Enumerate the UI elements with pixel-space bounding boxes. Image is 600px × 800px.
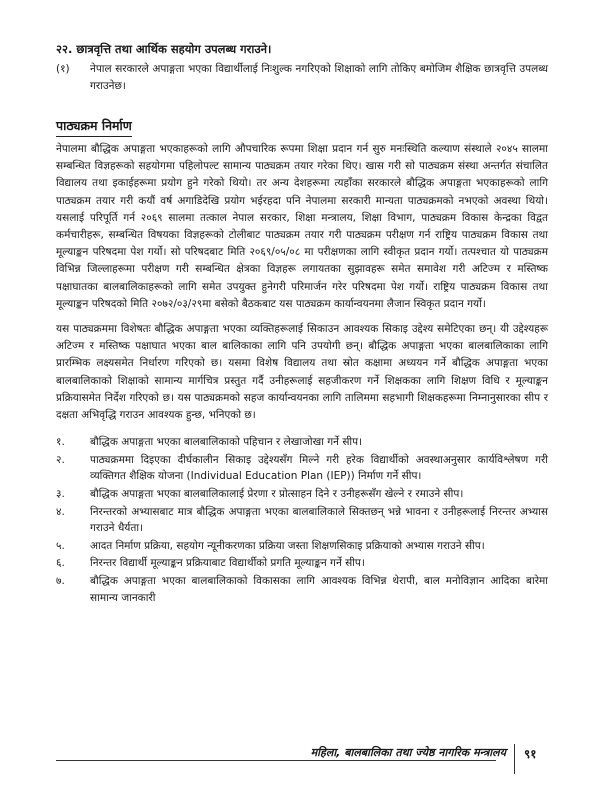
list-item-number: ६. [56,557,65,570]
list-item-number: १. [56,436,65,449]
footer-ministry-name: महिला, बालबालिका तथा ज्येष्ठ नागरिक मन्त्रालय [310,746,506,759]
paragraph-curriculum-history: नेपालमा बौद्धिक अपाङ्गता भएकाहरूको लागि औपचारिक रूपमा शिक्षा प्रदान गर्न सुरु मनःस्थिति कल्याण संस्थाले २०४५ सालमा सम्बन्धित विज्ञहरूको सहयोगमा पहिलोपल्ट सामान्य पाठ्यक्रम तयार गरेका थिए। खास गरी सो पाठ्यक्रम संस्था अन्तर्गत संचालित विद्यालय तथा इकाईहरूमा प्रयोग हुने गरेको थियो। तर अन्य देशहरूमा त्यहाँका सरकारले बौद्धिक अपाङ्गता भएकाहरूको लागि पाठ्यक्रम तयार गरी कयौं वर्ष अगाडिदेखि प्रयोग भईरहदा पनि नेपालमा सरकारी मान्यता पाठ्यक्रमको नभएको अवस्था थियो। यसलाई परिपूर्ति गर्न २०६९ सालमा तत्काल नेपाल सरकार, शिक्षा मन्त्रालय, शिक्षा विभाग, पाठ्यक्रम विकास केन्द्रका विद्वत कर्मचारीहरू, सम्बन्धित विषयका विज्ञहरूको टोलीबाट पाठ्यक्रम तयार गरी पाठ्यक्रम परीक्षण गर्न राष्ट्रिय पाठ्यक्रम विकास तथा मूल्याङ्कन परिषदमा पेश गर्यो। सो परिषदबाट मिति २०६९/०५/०८ मा परीक्षणका लागि स्वीकृत प्रदान गर्यो। तत्पश्चात यो पाठ्यक्रम विभिन्न जिल्लाहरूमा परीक्षण गरी सम्बन्धित क्षेत्रका विज्ञहरू लगायतका सुझावहरू समेत समावेश गरी अटिज्म र मस्तिष्क पक्षाघातका बालबालिकाहरूको लागि समेत उपयुक्त हुनेगरी परिमार्जन गरेर परिषदमा पेश गर्यो। राष्ट्रिय पाठ्यक्रम विकास तथा मूल्याङ्कन परिषदको मिति २०७२/०३/२९मा बसेको बैठकबाट यस पाठ्यक्रम कार्यान्वयनमा लैजान स्विकृत प्रदान गर्यो। [56,143,548,310]
list-item [56,573,548,606]
list-item [56,555,548,572]
list-item-number: ४. [56,505,65,518]
page-number: ९१ [524,747,537,761]
footer-divider [56,760,496,761]
list-item [56,452,548,485]
list-item-text: निरन्तर विद्यार्थी मूल्याङ्कन प्रक्रियाबाट विद्यार्थीको प्रगति मूल्याङ्कन गर्ने सीप। [90,557,365,570]
list-item-text: निरन्तरको अभ्यासबाट मात्र बौद्धिक अपाङ्गता भएका बालबालिकाले सिक्तछन् भन्ने भावना र उनीहरूलाई निरन्तर अभ्यास गराउने धैर्यता। [90,505,548,535]
list-item-text: आदत निर्माण प्रक्रिया, सहयोग न्यूनीकरणका प्रक्रिया जस्ता शिक्षणसिकाइ प्रक्रियाको अभ्यास गराउने सीप। [90,539,485,552]
clause-text: नेपाल सरकारले अपाङ्गता भएका विद्यार्थीलाई निःशुल्क नगरिएको शिक्षाको लागि तोकिए बमोजिम शैक्षिक छात्रवृत्ति उपलब्ध गराउनेछ। [90,63,548,92]
clause-number: (१) [56,63,70,75]
list-item [56,504,548,537]
page-content [56,42,548,607]
list-item [56,434,548,451]
list-item-number: ५. [56,539,65,552]
section-heading-curriculum: पाठ्यक्रम निर्माण [56,117,132,137]
footer-vertical-divider [514,744,515,774]
list-item-text: बौद्धिक अपाङ्गता भएका बालबालिकाको पहिचान र लेखाजोखा गर्ने सीप। [90,436,363,449]
skills-list [56,434,548,606]
list-item [56,486,548,503]
list-item-number: ३. [56,488,65,501]
list-item-text: पाठ्यक्रममा दिइएका दीर्घकालीन सिकाइ उद्देश्यसँग मिल्ने गरी हरेक विद्यार्थीको अवस्थाअनुसार कार्यविश्लेषण गरी व्यक्तिगत शैक्षिक योजना (Individual Education Plan (IEP)) निर्माण गर्ने सीप। [90,453,548,483]
section-title-scholarship: २२. छात्रवृत्ति तथा आर्थिक सहयोग उपलब्ध गराउने। [56,42,272,56]
list-item-text: बौद्धिक अपाङ्गता भएका बालबालिकाको विकासका लागि आवश्यक विभिन्न थेरापी, बाल मनोविज्ञान आदिका बारेमा सामान्य जानकारी [90,575,548,604]
list-item-text: बौद्धिक अपाङ्गता भएका बालबालिकालाई प्रेरणा र प्रोत्साहन दिने र उनीहरूसँग खेल्ने र रमाउने सीप। [90,488,464,501]
list-item-number: ७. [56,575,65,587]
list-item [56,538,548,555]
paragraph-curriculum-objectives: यस पाठ्यक्रममा विशेषतः बौद्धिक अपाङ्गता भएका व्यक्तिहरूलाई सिकाउन आवश्यक सिकाइ उद्देश्य समेटिएका छन्। यी उद्देश्यहरू अटिज्म र मस्तिष्क पक्षाघात भएका बाल बालिकाका लागि पनि उपयोगी छन्। बौद्धिक अपाङ्गता भएका बालबालिकाका लागि प्रारम्भिक लक्ष्यसमेत निर्धारण गरिएको छ। यसमा विशेष विद्यालय तथा स्रोत कक्षामा अध्ययन गर्ने बौद्धिक अपाङ्गता भएका बालबालिकाको शिक्षाको सामान्य मार्गचित्र प्रस्तुत गर्दै उनीहरूलाई सहजीकरण गर्ने शिक्षकका लागि शिक्षण विधि र मूल्याङ्कन प्रक्रियासमेत निर्देश गरिएको छ। यस पाठ्यक्रमको सहज कार्यान्वयनका लागि तालिममा सहभागी शिक्षकहरूमा निम्नानुसारका सीप र दक्षता अभिवृद्धि गराउन आवश्यक हुन्छ, भनिएको छ। [56,323,548,422]
list-item-number: २. [56,453,65,466]
scholarship-clause [56,61,548,95]
